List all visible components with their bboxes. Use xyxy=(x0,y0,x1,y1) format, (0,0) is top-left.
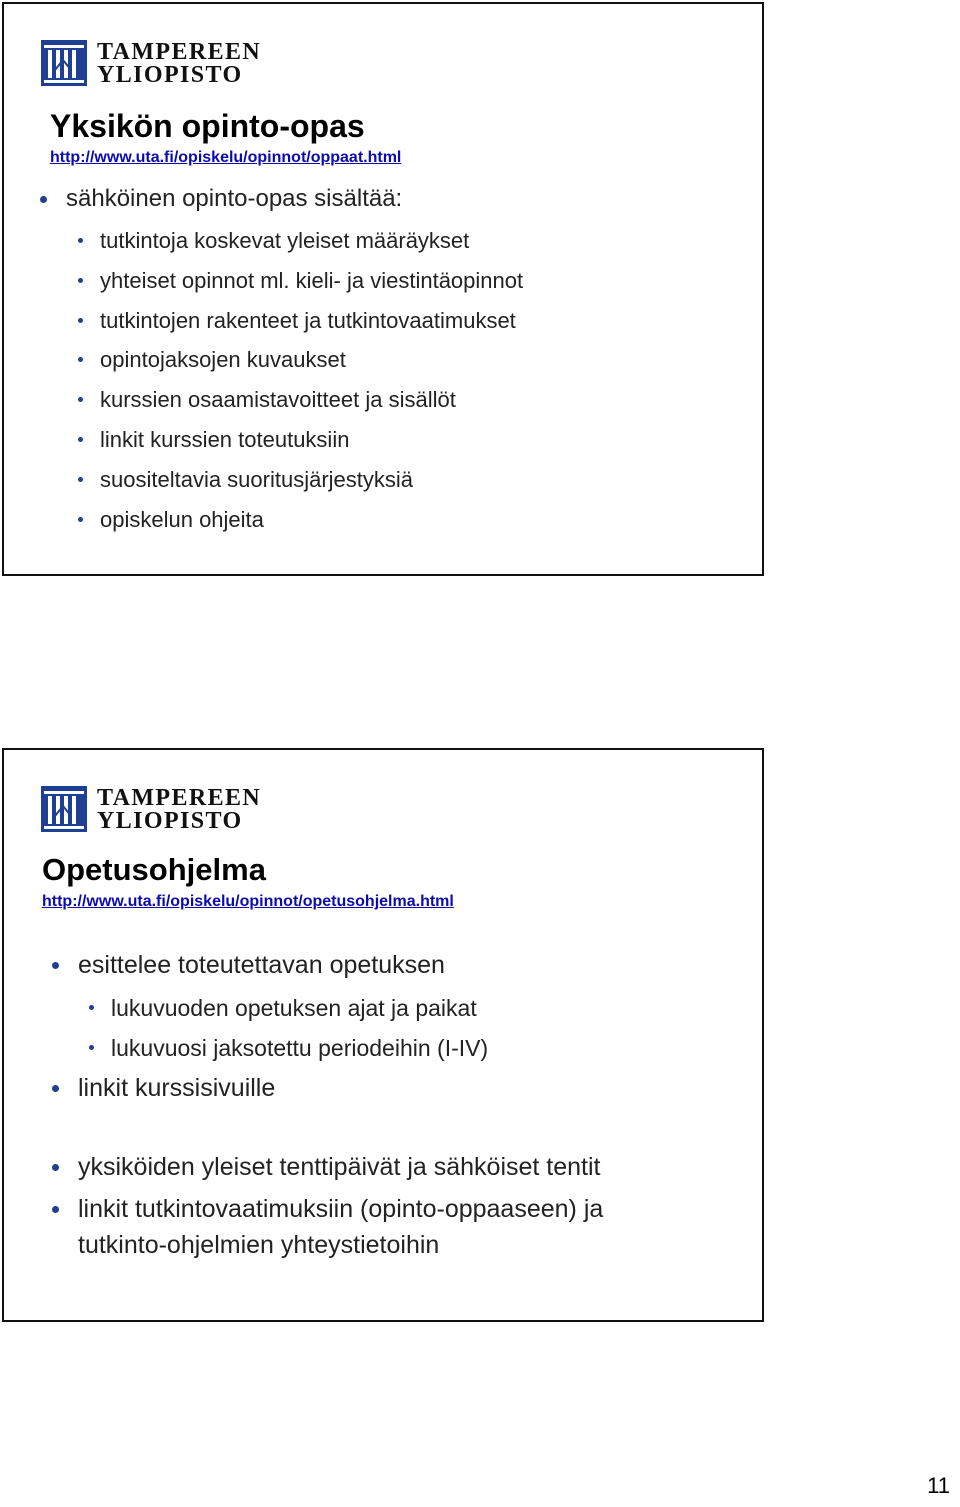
logo-text-line2: YLIOPISTO xyxy=(97,62,243,88)
list-item: sähköinen opinto-opas sisältää: xyxy=(66,184,402,214)
list-item: linkit kurssien toteutuksiin xyxy=(100,425,349,455)
list-item: lukuvuosi jaksotettu periodeihin (I-IV) xyxy=(111,1033,488,1063)
list-item: linkit kurssisivuille xyxy=(78,1073,275,1103)
opinto-opas-link[interactable]: http://www.uta.fi/opiskelu/opinnot/oppaat.html xyxy=(50,149,402,166)
list-item: linkit tutkintovaatimuksiin (opinto-oppaaseen) ja xyxy=(78,1194,603,1224)
bullet-icon xyxy=(89,1045,94,1050)
bullet-icon xyxy=(52,1085,59,1092)
university-emblem-icon xyxy=(41,40,87,86)
bullet-icon xyxy=(78,437,83,442)
logo-text-line1: TAMPEREEN xyxy=(97,785,262,811)
slide-yksikon-opinto-opas xyxy=(2,2,764,576)
list-item: yhteiset opinnot ml. kieli- ja viestintäopinnot xyxy=(100,266,523,296)
list-item: opiskelun ohjeita xyxy=(100,505,264,535)
bullet-icon xyxy=(40,196,47,203)
list-item: lukuvuoden opetuksen ajat ja paikat xyxy=(111,993,477,1023)
bullet-icon xyxy=(78,517,83,522)
slide-title: Opetusohjelma xyxy=(42,852,266,887)
bullet-icon xyxy=(78,357,83,362)
slide-title: Yksikön opinto-opas xyxy=(50,108,365,144)
list-item-continuation: tutkinto-ohjelmien yhteystietoihin xyxy=(78,1231,440,1259)
list-item: kurssien osaamistavoitteet ja sisällöt xyxy=(100,385,456,415)
bullet-icon xyxy=(52,962,59,969)
logo-text-line2: YLIOPISTO xyxy=(97,808,243,834)
bullet-icon xyxy=(78,238,83,243)
logo-text-line1: TAMPEREEN xyxy=(97,39,262,65)
university-logo xyxy=(41,786,281,838)
list-item: esittelee toteutettavan opetuksen xyxy=(78,950,445,980)
bullet-icon xyxy=(78,278,83,283)
bullet-icon xyxy=(52,1164,59,1171)
list-item: tutkintoja koskevat yleiset määräykset xyxy=(100,226,469,256)
opetusohjelma-link[interactable]: http://www.uta.fi/opiskelu/opinnot/opetusohjelma.html xyxy=(42,893,454,910)
bullet-icon xyxy=(52,1206,59,1213)
bullet-icon xyxy=(78,318,83,323)
slide-opetusohjelma xyxy=(2,748,764,1322)
page-number: 11 xyxy=(927,1473,950,1498)
bullet-icon xyxy=(89,1005,94,1010)
university-emblem-icon xyxy=(41,786,87,832)
list-item: opintojaksojen kuvaukset xyxy=(100,345,346,375)
list-item: yksiköiden yleiset tenttipäivät ja sähköiset tentit xyxy=(78,1152,601,1182)
list-item: suositeltavia suoritusjärjestyksiä xyxy=(100,465,413,495)
bullet-icon xyxy=(78,477,83,482)
university-logo xyxy=(41,40,281,92)
bullet-icon xyxy=(78,397,83,402)
list-item: tutkintojen rakenteet ja tutkintovaatimukset xyxy=(100,306,516,336)
